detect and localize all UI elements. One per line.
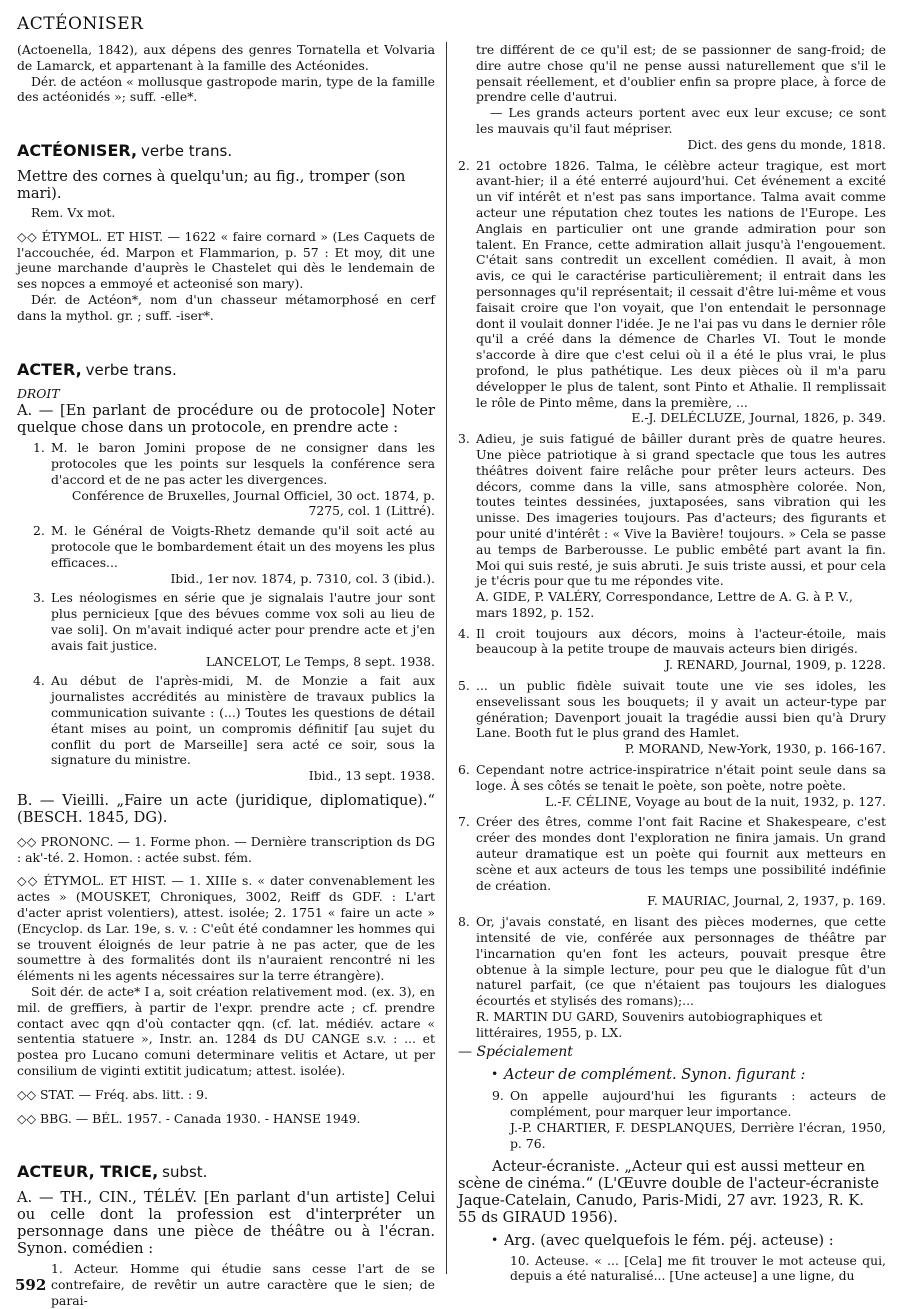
part-of-speech: verbe trans.	[85, 360, 177, 379]
example-number: 4.	[458, 625, 470, 641]
example-text: Cependant notre actrice-inspiratrice n'était point seule dans sa loge. À ses côtés se tenait le poète, son poète, notre poète.	[476, 762, 886, 793]
example	[492, 1088, 886, 1151]
left-column	[17, 42, 435, 1309]
example-source: J.-P. CHARTIER, F. DESPLANQUES, Derrière l'écran, 1950, p. 76.	[510, 1120, 886, 1151]
example	[458, 626, 886, 673]
example-text: Il croit toujours aux décors, moins à l'acteur-étoile, mais beaucoup à la petite troupe de mauvais acteurs bien dirigés.	[476, 625, 886, 657]
sense-b: B. — Vieilli. „Faire un acte (juridique, diplomatique).“ (BESCH. 1845, DG).	[17, 791, 435, 826]
example-text: 21 octobre 1826. Talma, le célèbre acteur tragique, est mort avant-hier; il a été enterré aujourd'hui. Cet événement a excité un vif intérêt et n'est pas sans importance. Talma avait comme acteur une réputation chez toutes les nations de l'Europe. Les Anglais en particulier ont une grande admiration pour son talent. En France, cette admiration allait jusqu'à l'engouement. C'était sans contredit un excellent comédien. Il avait, à mon avis, ce qui le caractérise particulièrement; il entrait dans les personnages qu'il représentait; il cessait d'être lui-même et vous faisait croire que l'on voyait, que l'on entendait le personnage dont il voulait donner l'idée. Je ne l'ai pas vu dans le dernier rôle qu'il a créé dans la démence de Charles VI. Tout le monde s'accorde à dire que c'est celui où il a été le plus vrai, le plus profond, le plus pathétique. Les deux pièces où il m'a paru développer le plus de talent, sont Pinto et Athalie. Il remplissait le rôle de Pinto même, dans la première, ...	[476, 157, 886, 410]
entry-acteoniser-heading	[17, 143, 435, 160]
example-text: M. le baron Jomini propose de ne consigner dans les protocoles que les points sur lesquels la conférence sera d'accord et de ne pas acter les divergences.	[51, 440, 435, 487]
intro-derivation: Dér. de actéon « mollusque gastropode marin, type de la famille des actéonidés »; suff. -elle*.	[17, 73, 435, 105]
example-number: 1.	[33, 440, 45, 456]
example	[458, 1253, 886, 1285]
derivation: Dér. de Actéon*, nom d'un chasseur métamorphosé en cerf dans la mythol. gr. ; suff. -iser*.	[17, 291, 435, 323]
example-text: Créer des êtres, comme l'ont fait Racine et Shakespeare, c'est créer des mondes dont l'exploration ne finira jamais. Un grand auteur dramatique est un poète qui fournit aux metteurs en scène et aux acteurs de tous les temps une possibilité indéfinie de création.	[476, 814, 886, 893]
bullet-icon: •	[491, 1231, 499, 1247]
example-source: Ibid., 1er nov. 1874, p. 7310, col. 3 (ibid.).	[170, 570, 435, 586]
pronunciation: ◇◇ PRONONC. — 1. Forme phon. — Dernière transcription ds DG : ak'-té. 2. Homon. : actée subst. fém.	[17, 833, 435, 865]
example-number: 7.	[458, 814, 470, 830]
etymology: ◇◇ ÉTYMOL. ET HIST. — 1. XIIIe s. « dater convenablement les actes » (MOUSKET, Chroniques, 3002, Reiff ds GDF. : L'art d'acter aprist volentiers), attest. isolée; 2. 1751 « faire un acte » (Encyclop. ds Lar. 19e, s. v. : C'eût été condamner les hommes qui se trouvent éloignés de leur patrie à ne pas acter, que de les soumettre à des formalités dont ils n'auraient rencontré ni les éléments ni les agents nécessaires sur la terre étrangère).	[17, 873, 435, 984]
sub-sense	[458, 1066, 886, 1083]
example-source: LANCELOT, Le Temps, 8 sept. 1938.	[205, 653, 435, 669]
domain-label: DROIT	[17, 386, 60, 402]
headword: ACTER,	[17, 359, 82, 379]
example-text: M. le Général de Voigts-Rhetz demande qu'il soit acté au protocole que le bombardement était un des moyens les plus efficaces...	[51, 523, 435, 570]
example-number: 3.	[33, 590, 45, 606]
example-number: 4.	[33, 673, 45, 689]
example-number: 2.	[33, 523, 45, 539]
example	[17, 1261, 435, 1308]
running-head: ACTÉONISER	[17, 14, 144, 34]
remark: Rem. Vx mot.	[31, 204, 116, 220]
example-source: P. MORAND, New-York, 1930, p. 166-167.	[624, 741, 886, 757]
example-source: J. RENARD, Journal, 1909, p. 1228.	[665, 657, 886, 673]
example-source: Ibid., 13 sept. 1938.	[308, 768, 435, 784]
example	[458, 914, 886, 1040]
intro-text: (Actoenella, 1842), aux dépens des genres Tornatella et Volvaria de Lamarck, et appartenant à la famille des Actéonides.	[17, 42, 435, 73]
example-source: L.-F. CÉLINE, Voyage au bout de la nuit, 1932, p. 127.	[545, 793, 886, 809]
example-continuation: tre différent de ce qu'il est; de se passionner de sang-froid; de dire autre chose qu'il ne pense aussi naturellement que s'il le pensait réellement, et d'oublier enfin sa propre place, à force de prendre celle d'autrui.	[476, 42, 886, 105]
part-of-speech: verbe trans.	[141, 142, 233, 161]
entry-acteur-heading	[17, 1164, 435, 1181]
example	[458, 678, 886, 757]
column-divider	[446, 42, 447, 1274]
etymology-continued: Soit dér. de acte* I a, soit création relativement mod. (ex. 3), en mil. de greffiers, à partir de l'expr. prendre acte ; cf. prendre contact avec qqn d'où contacter qqn. (cf. lat. médiév. actare « sententia statuere », Instr. an. 1284 ds DU CANGE s.v. : ... et postea pro Lucano comuni determinare velitis et Actare, ut per consilium de viginti extitit judicatum; attest. isolée).	[17, 984, 435, 1079]
sub-sense-text: Acteur-écraniste. „Acteur qui est aussi metteur en scène de cinéma.“ (L'Œuvre double de l'acteur-écraniste Jaque-Catelain, Canudo, Paris-Midi, 27 avr. 1923, R. K. 55 ds GIRAUD 1956).	[458, 1157, 879, 1226]
entry-acter-heading	[17, 359, 435, 379]
example-text: 10. Acteuse. « ... [Cela] me fit trouver le mot acteuse qui, depuis a été naturalisé... [Une acteuse] a une ligne, du	[510, 1252, 886, 1284]
example-source: E.-J. DELÉCLUZE, Journal, 1826, p. 349.	[631, 410, 886, 426]
specialement-label: — Spécialement	[458, 1043, 573, 1060]
example-text: ... un public fidèle suivait toute une vie ses idoles, les ensevelissant sous les bouquets; il y avait un acteur-type par génération; Davenport jouait la tragédie aussi bien qu'à Drury Lane. Booth fut le plus grand des Hamlet.	[476, 678, 886, 741]
part-of-speech: subst.	[162, 1163, 208, 1182]
example	[17, 440, 435, 519]
sub-sense-text: Arg. (avec quelquefois le fém. péj. acteuse) :	[504, 1231, 834, 1249]
example-number: 6.	[458, 762, 470, 778]
example-number: 3.	[458, 431, 470, 447]
etymology: ◇◇ ÉTYMOL. ET HIST. — 1622 « faire cornard » (Les Caquets de l'accouchée, éd. Marpon et Flammarion, p. 57 : Et moy, dit une jeune marchande d'auprès le Chastelet qui dès le lendemain de ses nopces a emmoyé et acteonisé son mary).	[17, 228, 435, 292]
example-number: 9.	[492, 1088, 504, 1104]
example-source: A. GIDE, P. VALÉRY, Correspondance, Lettre de A. G. à P. V., mars 1892, p. 152.	[476, 589, 853, 620]
example-text: Les néologismes en série que je signalais l'autre jour sont plus pernicieux [que des bévues comme vox soli au lieu de vae soli]. On m'avait indiqué acter pour prendre acte et j'en avais fait justice.	[51, 590, 435, 653]
sense-a: A. — TH., CIN., TÉLÉV. [En parlant d'un artiste] Celui ou celle dont la profession est d'interpréter un personnage dans une pièce de théâtre ou à l'écran. Synon. comédien :	[17, 1189, 435, 1258]
example-text: On appelle aujourd'hui les figurants : acteurs de complément, pour marquer leur importance.	[510, 1088, 886, 1120]
headword: ACTÉONISER,	[17, 141, 138, 161]
sense-a: A. — [En parlant de procédure ou de protocole] Noter quelque chose dans un protocole, en prendre acte :	[17, 402, 435, 437]
example	[17, 590, 435, 669]
example-number: 5.	[458, 678, 470, 694]
bullet-icon: •	[491, 1066, 499, 1082]
example-text: Adieu, je suis fatigué de bâiller durant près de quatre heures. Une pièce patriotique à si grand spectacle que tous les autres théâtres doivent faire relâche pour prêter leurs acteurs. Des décors, comme dans la ville, sans atmosphère colorée. Non, toutes teintes dessinées, juxtaposées, sans vibration qui les unisse. Des imageries toujours. Pas d'acteurs; des figurants et pour unité d'intérêt : « Vive la Bavière! toujours. » Cela se passe au temps de Barberousse. Le public embêté part avant la fin. Moi qui suis resté, je suis abruti. Je suis triste aussi, et pour cela je t'écris pour que tu me répondes vite.	[476, 431, 886, 589]
sub-sense-text: Acteur de complément. Synon. figurant :	[504, 1066, 806, 1084]
headword: ACTEUR, TRICE,	[17, 1162, 159, 1182]
example	[458, 762, 886, 809]
definition: Mettre des cornes à quelqu'un; au fig., tromper (son mari).	[17, 167, 406, 202]
example-source: Dict. des gens du monde, 1818.	[687, 136, 886, 152]
example-source: Conférence de Bruxelles, Journal Officiel, 30 oct. 1874, p. 7275, col. 1 (Littré).	[71, 487, 435, 519]
example-text: Or, j'avais constaté, en lisant des pièces modernes, que cette intensité de vie, conférée aux personnages de théâtre par l'incarnation qu'en font les acteurs, pouvait presque être obtenue à la simple lecture, pour peu que le dialogue fût d'un naturel parfait, (ce que n'étaient pas toujours les dialogues écourtés et stylisés des romans);...	[476, 914, 886, 1009]
right-column	[458, 42, 886, 1284]
page-number: 592	[15, 1276, 47, 1294]
example-text: Au début de l'après-midi, M. de Monzie a fait aux journalistes accrédités au ministère de travaux publics la communication suivante : (...) Toutes les questions de détail étant mises au point, un compromis définitif [au sujet du conflit du port de Marseille] sera acté ce soir, sous la signature du ministre.	[51, 673, 435, 768]
example	[458, 814, 886, 909]
example-text: 1. Acteur. Homme qui étudie sans cesse l'art de se contrefaire, de revêtir un autre caractère que le sien; de parai-	[51, 1261, 435, 1308]
sub-sense	[458, 1158, 886, 1226]
example-source: R. MARTIN DU GARD, Souvenirs autobiographiques et littéraires, 1955, p. LX.	[476, 1009, 823, 1040]
example-number: 2.	[458, 157, 470, 173]
example-source: F. MAURIAC, Journal, 2, 1937, p. 169.	[647, 893, 886, 909]
example	[17, 523, 435, 586]
example-number: 8.	[458, 914, 470, 930]
example	[458, 431, 886, 621]
statistics: ◇◇ STAT. — Fréq. abs. litt. : 9.	[17, 1086, 208, 1102]
example	[17, 673, 435, 784]
sub-sense	[458, 1232, 886, 1249]
bibliography: ◇◇ BBG. — BÉL. 1957. - Canada 1930. - HANSE 1949.	[17, 1110, 361, 1126]
example-continuation: — Les grands acteurs portent avec eux leur excuse; ce sont les mauvais qu'il faut mépriser.	[476, 105, 886, 136]
example	[458, 158, 886, 427]
